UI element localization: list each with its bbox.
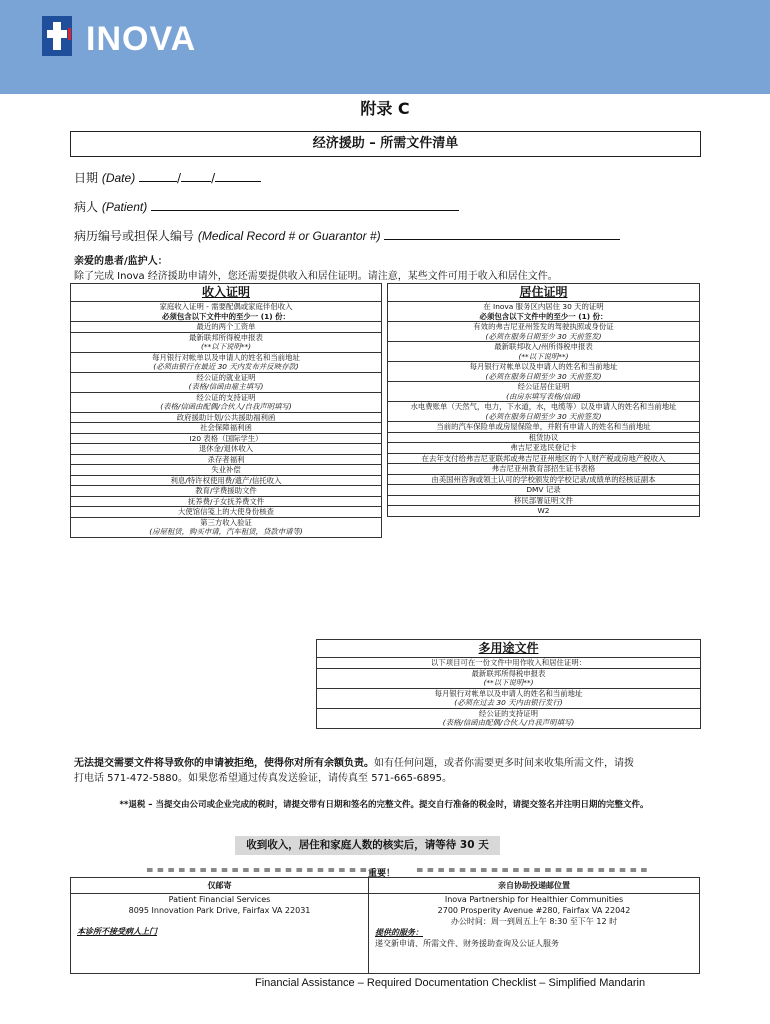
income-item: 最近的两个工资单 <box>71 322 382 333</box>
inova-logo-text: INOVA <box>86 20 197 58</box>
income-item: 社会保障福利函 <box>71 423 382 434</box>
income-subheading: 家庭收入证明 - 需要配偶或家庭伴侣收入 必须包含以下文件中的至少一 (1) 份： <box>71 302 382 322</box>
income-item: 失业补偿 <box>71 465 382 476</box>
income-item: 抚养费/子女抚养费文件 <box>71 496 382 507</box>
income-item: 经公证的支持证明 (表格/信函由配偶/合伙人/自我声明填写) <box>71 392 382 412</box>
income-item: 大使馆信笺上的大使身份核查 <box>71 507 382 518</box>
residence-item: DMV 记录 <box>388 485 700 496</box>
residence-item: 经公证居住证明 (由房东填写表格/信函) <box>388 382 700 402</box>
residence-proof-table <box>387 283 700 517</box>
residence-item: 在去年支付给弗吉尼亚联邦或弗吉尼亚州地区的个人财产税或房地产税收入 <box>388 453 700 464</box>
appendix-title: 附录 C <box>360 99 410 118</box>
multi-item: 每月银行对帐单以及申请人的姓名和当前地址 (必须在过去 30 天内由银行发行) <box>317 688 701 708</box>
residence-item: W2 <box>388 506 700 517</box>
important-label: 重要！ <box>368 869 396 879</box>
mail-address: Patient Financial Services 8095 Innovation Park Drive, Fairfax VA 22031 本诊所不接受病人上门 <box>71 894 369 974</box>
residence-item: 弗吉尼亚州教育部招生证书表格 <box>388 464 700 475</box>
warning-text: 无法提交需要文件将导致你的申请被拒绝，使得你对所有余额负责。如有任何问题，或者你需要更多时间来收集所需文件，请拨打电话 571-472-5880。如果您希望通过传真发送验证，请传真至 571-665-6895。 <box>74 758 634 784</box>
income-proof-table <box>70 283 382 538</box>
multipurpose-table <box>316 639 701 729</box>
document-title: 经济援助 – 所需文件清单 <box>70 131 701 157</box>
residence-item: 移民部署证明文件 <box>388 495 700 506</box>
greeting: 亲爱的患者/监护人： <box>74 256 168 267</box>
intro-text: 除了完成 Inova 经济援助申请外，您还需要提供收入和居住证明。请注意，某些文件可用于收入和居住文件。 <box>74 271 558 282</box>
income-item: 教育/学费援助文件 <box>71 486 382 497</box>
multi-heading: 多用途文件 <box>317 640 701 658</box>
submission-locations-table <box>70 877 700 974</box>
residence-item: 当前的汽车保险单或房屋保险单，并附有申请人的姓名和当前地址 <box>388 422 700 433</box>
header-banner <box>0 0 770 94</box>
multi-subheading: 以下项目可在一份文件中用作收入和居住证明： <box>317 658 701 669</box>
verification-banner: 收到收入，居住和家庭人数的核实后，请等待 30 天 <box>235 836 500 855</box>
income-item: 杀存者福利 <box>71 454 382 465</box>
medical-record-field: 病历编号或担保人编号 (Medical Record # or Guarantor #) <box>74 227 620 244</box>
income-item: I20 表格（国际学生） <box>71 433 382 444</box>
residence-item: 租赁协议 <box>388 432 700 443</box>
residence-item: 最新联邦收入/州所得税申报表 (**以下说明**) <box>388 342 700 362</box>
multi-item: 最新联邦所得税申报表 (**以下说明**) <box>317 668 701 688</box>
residence-subheading: 在 Inova 服务区内居住 30 天的证明 必须包含以下文件中的至少一 (1) 份： <box>388 302 700 322</box>
income-heading: 收入证明 <box>71 284 382 302</box>
income-item: 第三方收入验证 (房屋租赁，购买申请，汽车租赁，贷款申请等) <box>71 517 382 537</box>
income-item: 经公证的就业证明 (表格/信函由雇主填写) <box>71 372 382 392</box>
multi-item: 经公证的支持证明 (表格/信函由配偶/合伙人/自我声明填写) <box>317 708 701 728</box>
inova-logo-icon <box>42 16 72 56</box>
residence-item: 弗吉尼亚选民登记卡 <box>388 443 700 454</box>
residence-item: 由美国州咨询或领土认可的学校颁发的学校记录/成绩单的经核证副本 <box>388 474 700 485</box>
patient-field: 病人 (Patient) <box>74 198 459 215</box>
dropoff-heading: 亲自协助投递邮位置 <box>369 878 700 894</box>
income-item: 政府援助计划/公共援助福利函 <box>71 412 382 423</box>
income-item: 每月银行对帐单以及申请人的姓名和当前地址 (必须由银行在最近 30 天内发布并反映存款) <box>71 352 382 372</box>
residence-item: 水电费账单（天然气，电力，下水道，水，电缆等）以及申请人的姓名和当前地址 (必须在服务日期至少 30 天前签发) <box>388 402 700 422</box>
tax-note: **退税 – 当提交由公司或企业完成的税时，请提交带有日期和签名的完整文件。提交自行准备的税金时，请提交签名并注明日期的完整文件。 <box>119 800 649 810</box>
mail-heading: 仅邮寄 <box>71 878 369 894</box>
dropoff-address: Inova Partnership for Healthier Communities 2700 Prosperity Avenue #280, Fairfax VA 22042 办公时间：周一到周五上午 8:30 至下午 12 时 提供的服务： 递交新申请、所需文件、财务援助查询及公证人服务 <box>369 894 700 974</box>
income-item: 最新联邦所得税申报表 (**以下说明**) <box>71 332 382 352</box>
residence-item: 每月银行对帐单以及申请人的姓名和当前地址 (必须在服务日期至少 30 天前签发) <box>388 362 700 382</box>
page-footer: Financial Assistance – Required Documentation Checklist – Simplified Mandarin <box>255 977 646 989</box>
residence-heading: 居住证明 <box>388 284 700 302</box>
income-item: 退休金/退休收入 <box>71 444 382 455</box>
date-field: 日期 (Date) / / <box>74 169 261 186</box>
residence-item: 有效的弗吉尼亚州签发的驾驶执照或身份证 (必须在服务日期至少 30 天前签发) <box>388 322 700 342</box>
income-item: 利息/特许权使用费/遗产/信托收入 <box>71 475 382 486</box>
